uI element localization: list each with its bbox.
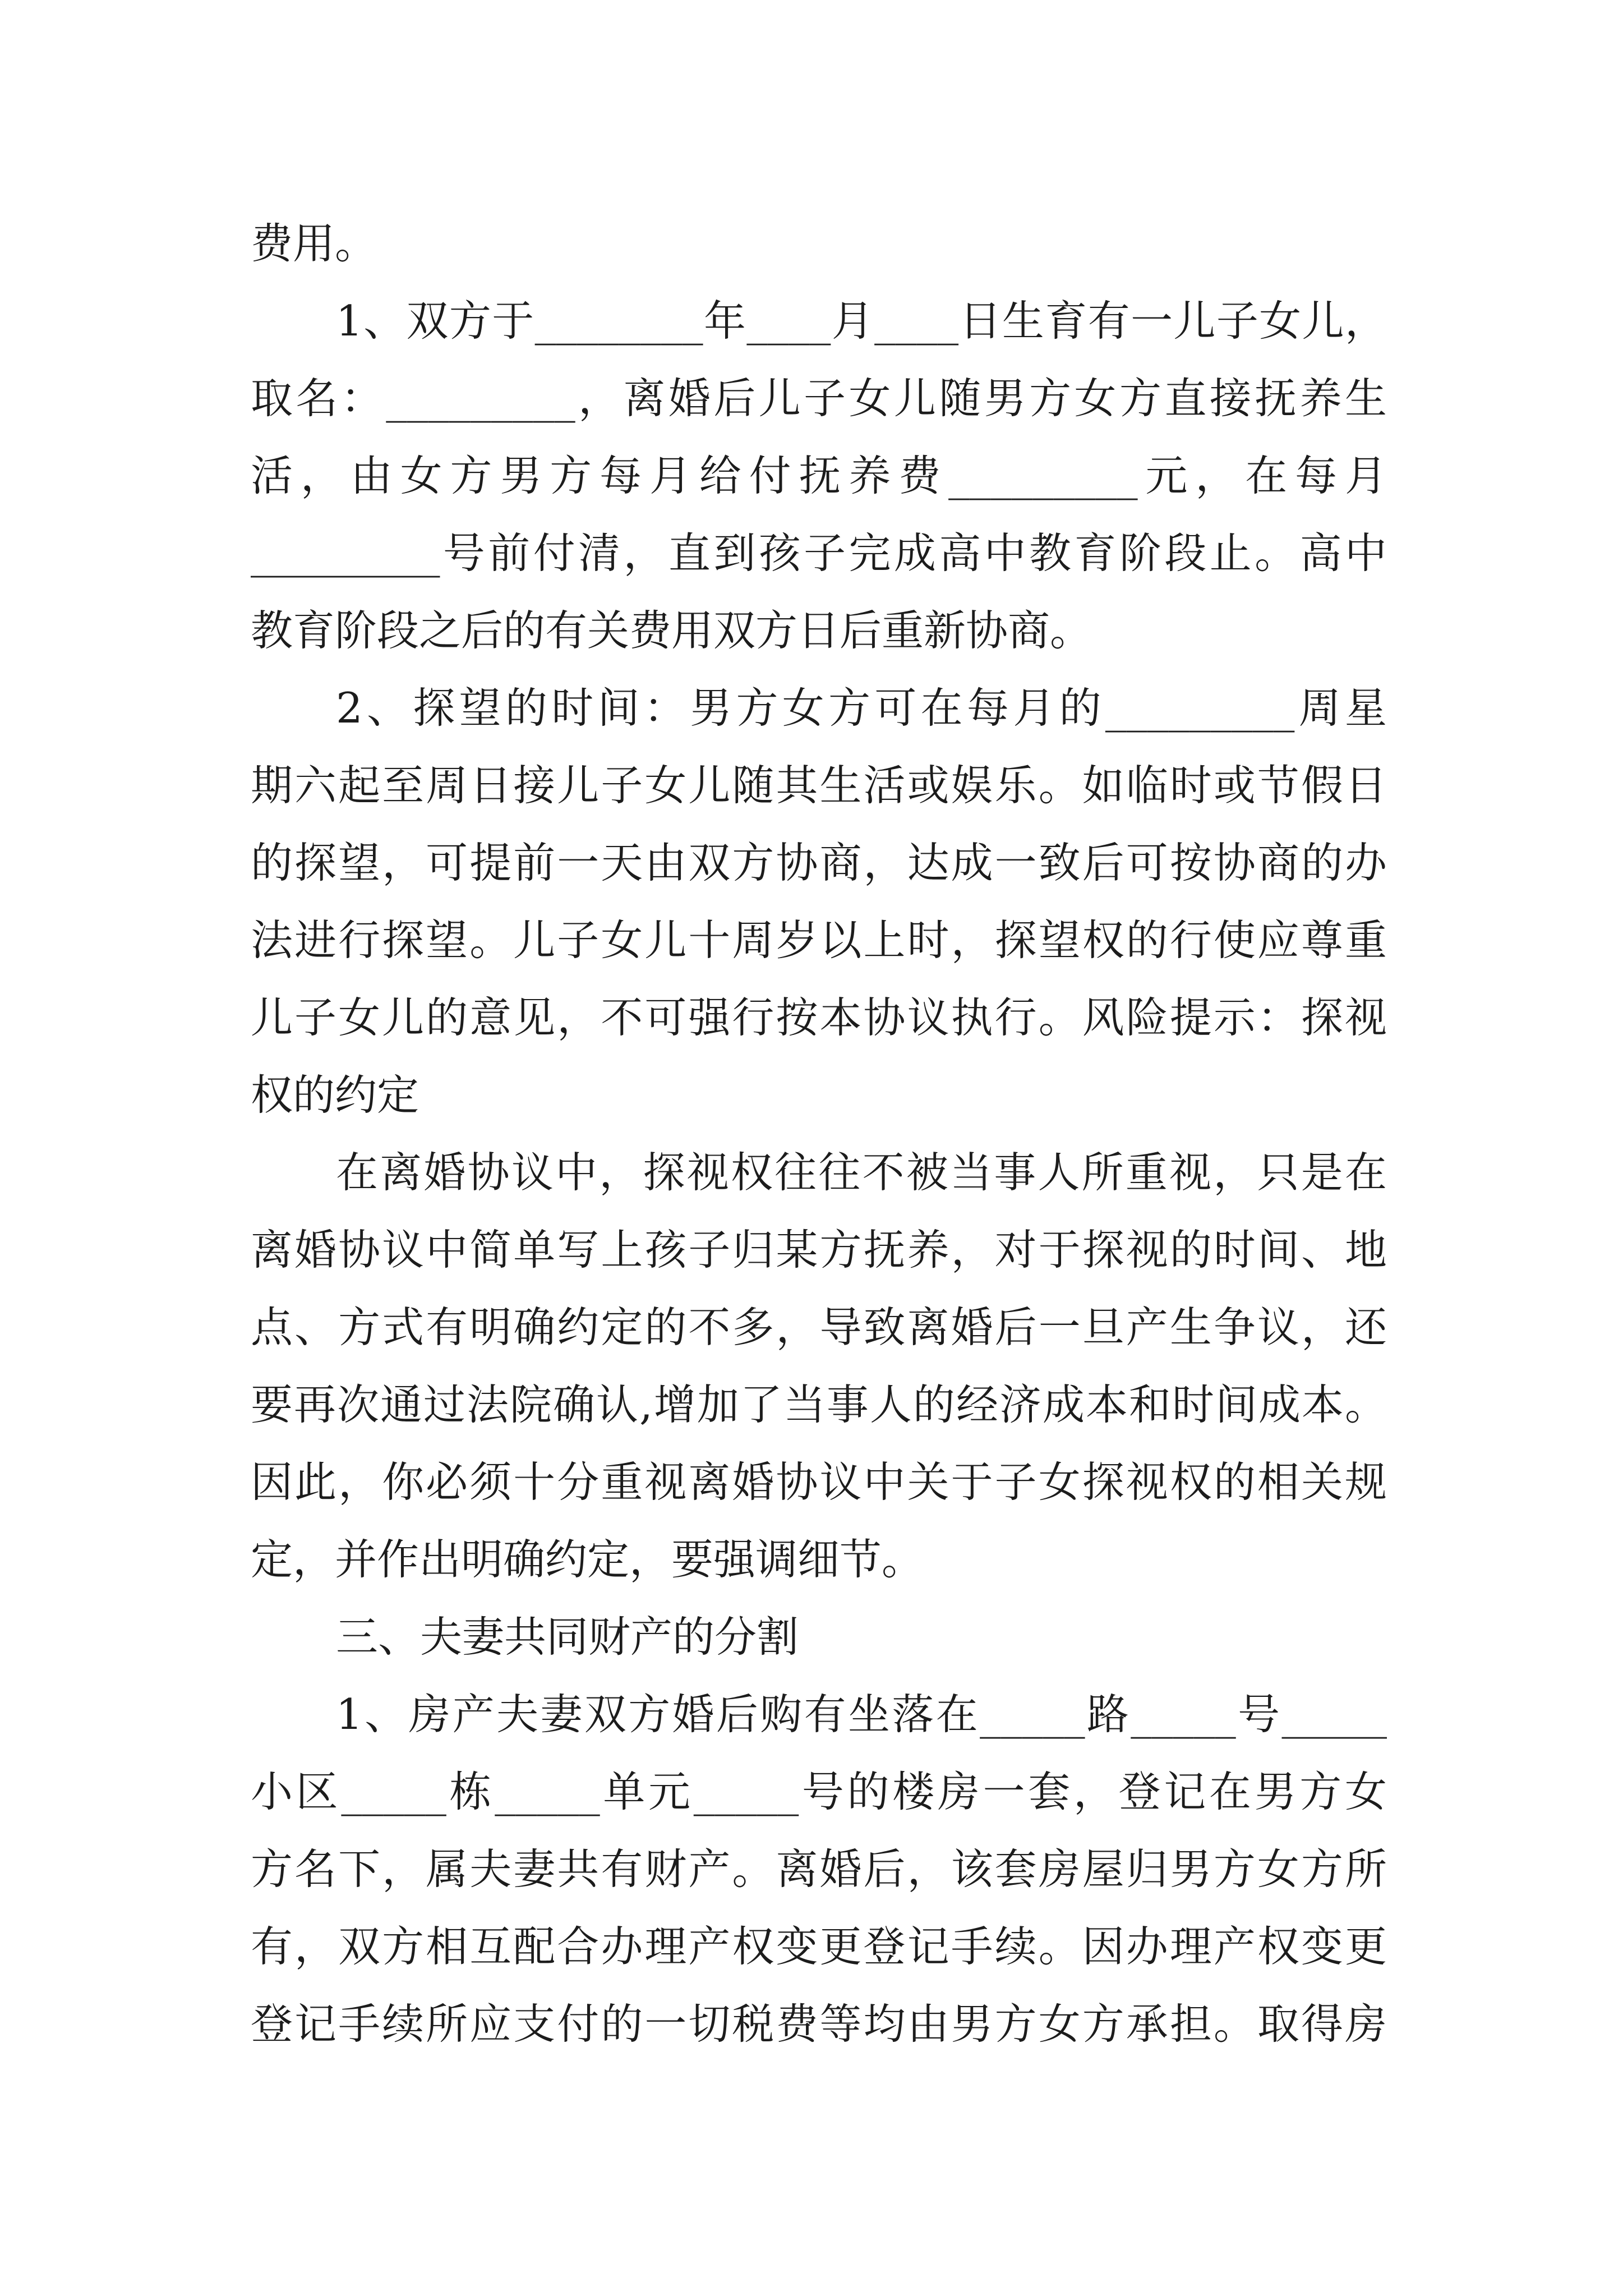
text-line: 权的约定 <box>251 1070 419 1120</box>
text-line: 1、房产夫妻双方婚后购有坐落在_____路_____号_____ <box>336 1690 1387 1739</box>
section-heading <box>251 1598 1387 1676</box>
document-body <box>251 205 1387 2063</box>
paragraph-risk-note <box>251 1134 1387 1598</box>
text-line: 登记手续所应支付的一切税费等均由男方女方承担。取得房 <box>251 1999 1387 2049</box>
text-line: 1、双方于________年____月____日生育有一儿子女儿， <box>336 296 1387 346</box>
text-line: 教育阶段之后的有关费用双方日后重新协商。 <box>251 606 1092 655</box>
text-line: 方名下，属夫妻共有财产。离婚后，该套房屋归男方女方所 <box>251 1844 1387 1894</box>
section-heading-text: 三、夫妻共同财产的分割 <box>336 1612 799 1662</box>
paragraph-visitation <box>251 669 1387 1134</box>
text-line: 要再次通过法院确认,增加了当事人的经济成本和时间成本。 <box>251 1380 1387 1429</box>
text-line: 取名：_________，离婚后儿子女儿随男方女方直接抚养生 <box>251 374 1387 423</box>
text-line: 的探望，可提前一天由双方协商，达成一致后可按协商的办 <box>251 838 1387 887</box>
paragraph <box>251 205 1387 282</box>
text-line: 活，由女方男方每月给付抚养费_________元，在每月 <box>251 451 1387 500</box>
text-line: _________号前付清，直到孩子完成高中教育阶段止。高中 <box>251 528 1387 578</box>
text-line: 因此，你必须十分重视离婚协议中关于子女探视权的相关规 <box>251 1457 1387 1507</box>
text-line: 有，双方相互配合办理产权变更登记手续。因办理产权变更 <box>251 1922 1387 1971</box>
text-line: 儿子女儿的意见，不可强行按本协议执行。风险提示：探视 <box>251 993 1387 1042</box>
text-line: 2、探望的时间：男方女方可在每月的_________周星 <box>336 683 1387 733</box>
text-line: 在离婚协议中，探视权往往不被当事人所重视，只是在 <box>336 1148 1387 1197</box>
paragraph-child-support <box>251 282 1387 669</box>
text-line: 离婚协议中简单写上孩子归某方抚养，对于探视的时间、地 <box>251 1225 1387 1274</box>
text-line: 定，并作出明确约定，要强调细节。 <box>251 1535 924 1584</box>
text-line: 期六起至周日接儿子女儿随其生活或娱乐。如临时或节假日 <box>251 761 1387 810</box>
text-line: 点、方式有明确约定的不多，导致离婚后一旦产生争议，还 <box>251 1303 1387 1352</box>
text-line: 小区_____栋_____单元_____号的楼房一套，登记在男方女 <box>251 1767 1387 1816</box>
text-line: 法进行探望。儿子女儿十周岁以上时，探望权的行使应尊重 <box>251 915 1387 965</box>
paragraph-property <box>251 1676 1387 2063</box>
text-line: 费用。 <box>251 219 377 268</box>
